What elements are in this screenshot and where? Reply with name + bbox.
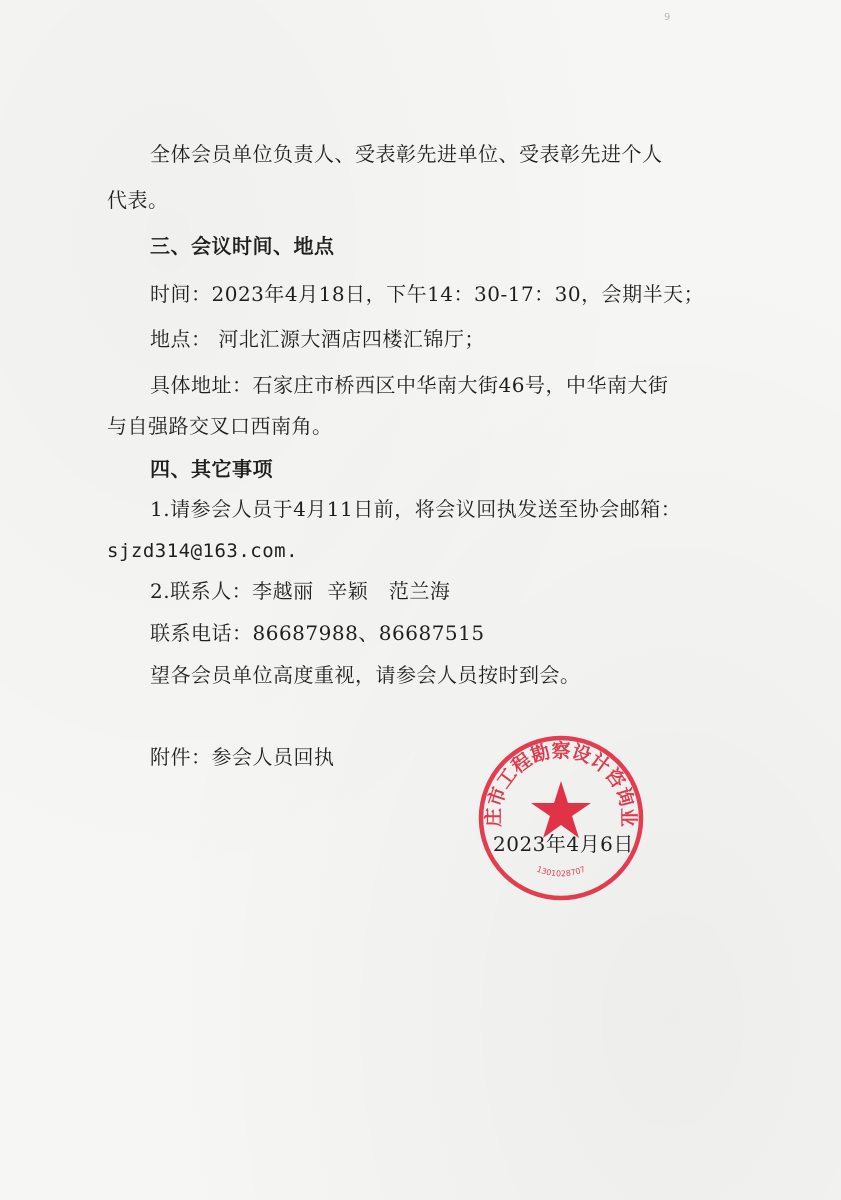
- seal-graphic: [466, 716, 646, 903]
- place-line: 地点： 河北汇源大酒店四楼汇锦厅；: [150, 327, 485, 351]
- attendees-line-2: 代表。: [107, 188, 169, 212]
- address-line-1: 具体地址：石家庄市桥西区中华南大街46号，中华南大街: [150, 373, 669, 397]
- time-line: 时间：2023年4月18日，下午14：30-17：30，会期半天；: [150, 282, 705, 306]
- address-line-2: 与自强路交叉口西南角。: [107, 414, 333, 438]
- closing-line: 望各会员单位高度重视，请参会人员按时到会。: [150, 663, 581, 687]
- section-4-heading: 四、其它事项: [150, 457, 273, 481]
- svg-text:1301028707: [535, 865, 586, 879]
- attachment-line: 附件：参会人员回执: [150, 745, 335, 769]
- email-line: sjzd314@163.com.: [107, 540, 299, 562]
- phone-line: 联系电话：86687988、86687515: [150, 621, 485, 645]
- seal-code: 1301028707: [535, 864, 587, 879]
- official-seal: [466, 716, 646, 903]
- attendees-line-1: 全体会员单位负责人、受表彰先进单位、受表彰先进个人: [150, 142, 663, 166]
- document-date: 2023年4月6日: [493, 832, 634, 856]
- corner-mark: 9: [664, 12, 671, 23]
- section-3-heading: 三、会议时间、地点: [150, 234, 335, 258]
- item-1-line-1: 1.请参会人员于4月11日前，将会议回执发送至协会邮箱：: [150, 497, 682, 521]
- item-2-contacts: 2.联系人：李越丽 辛颖 范兰海: [150, 579, 451, 603]
- seal-arc-text: 石家庄市工程勘察设计咨询业协会: [466, 716, 640, 827]
